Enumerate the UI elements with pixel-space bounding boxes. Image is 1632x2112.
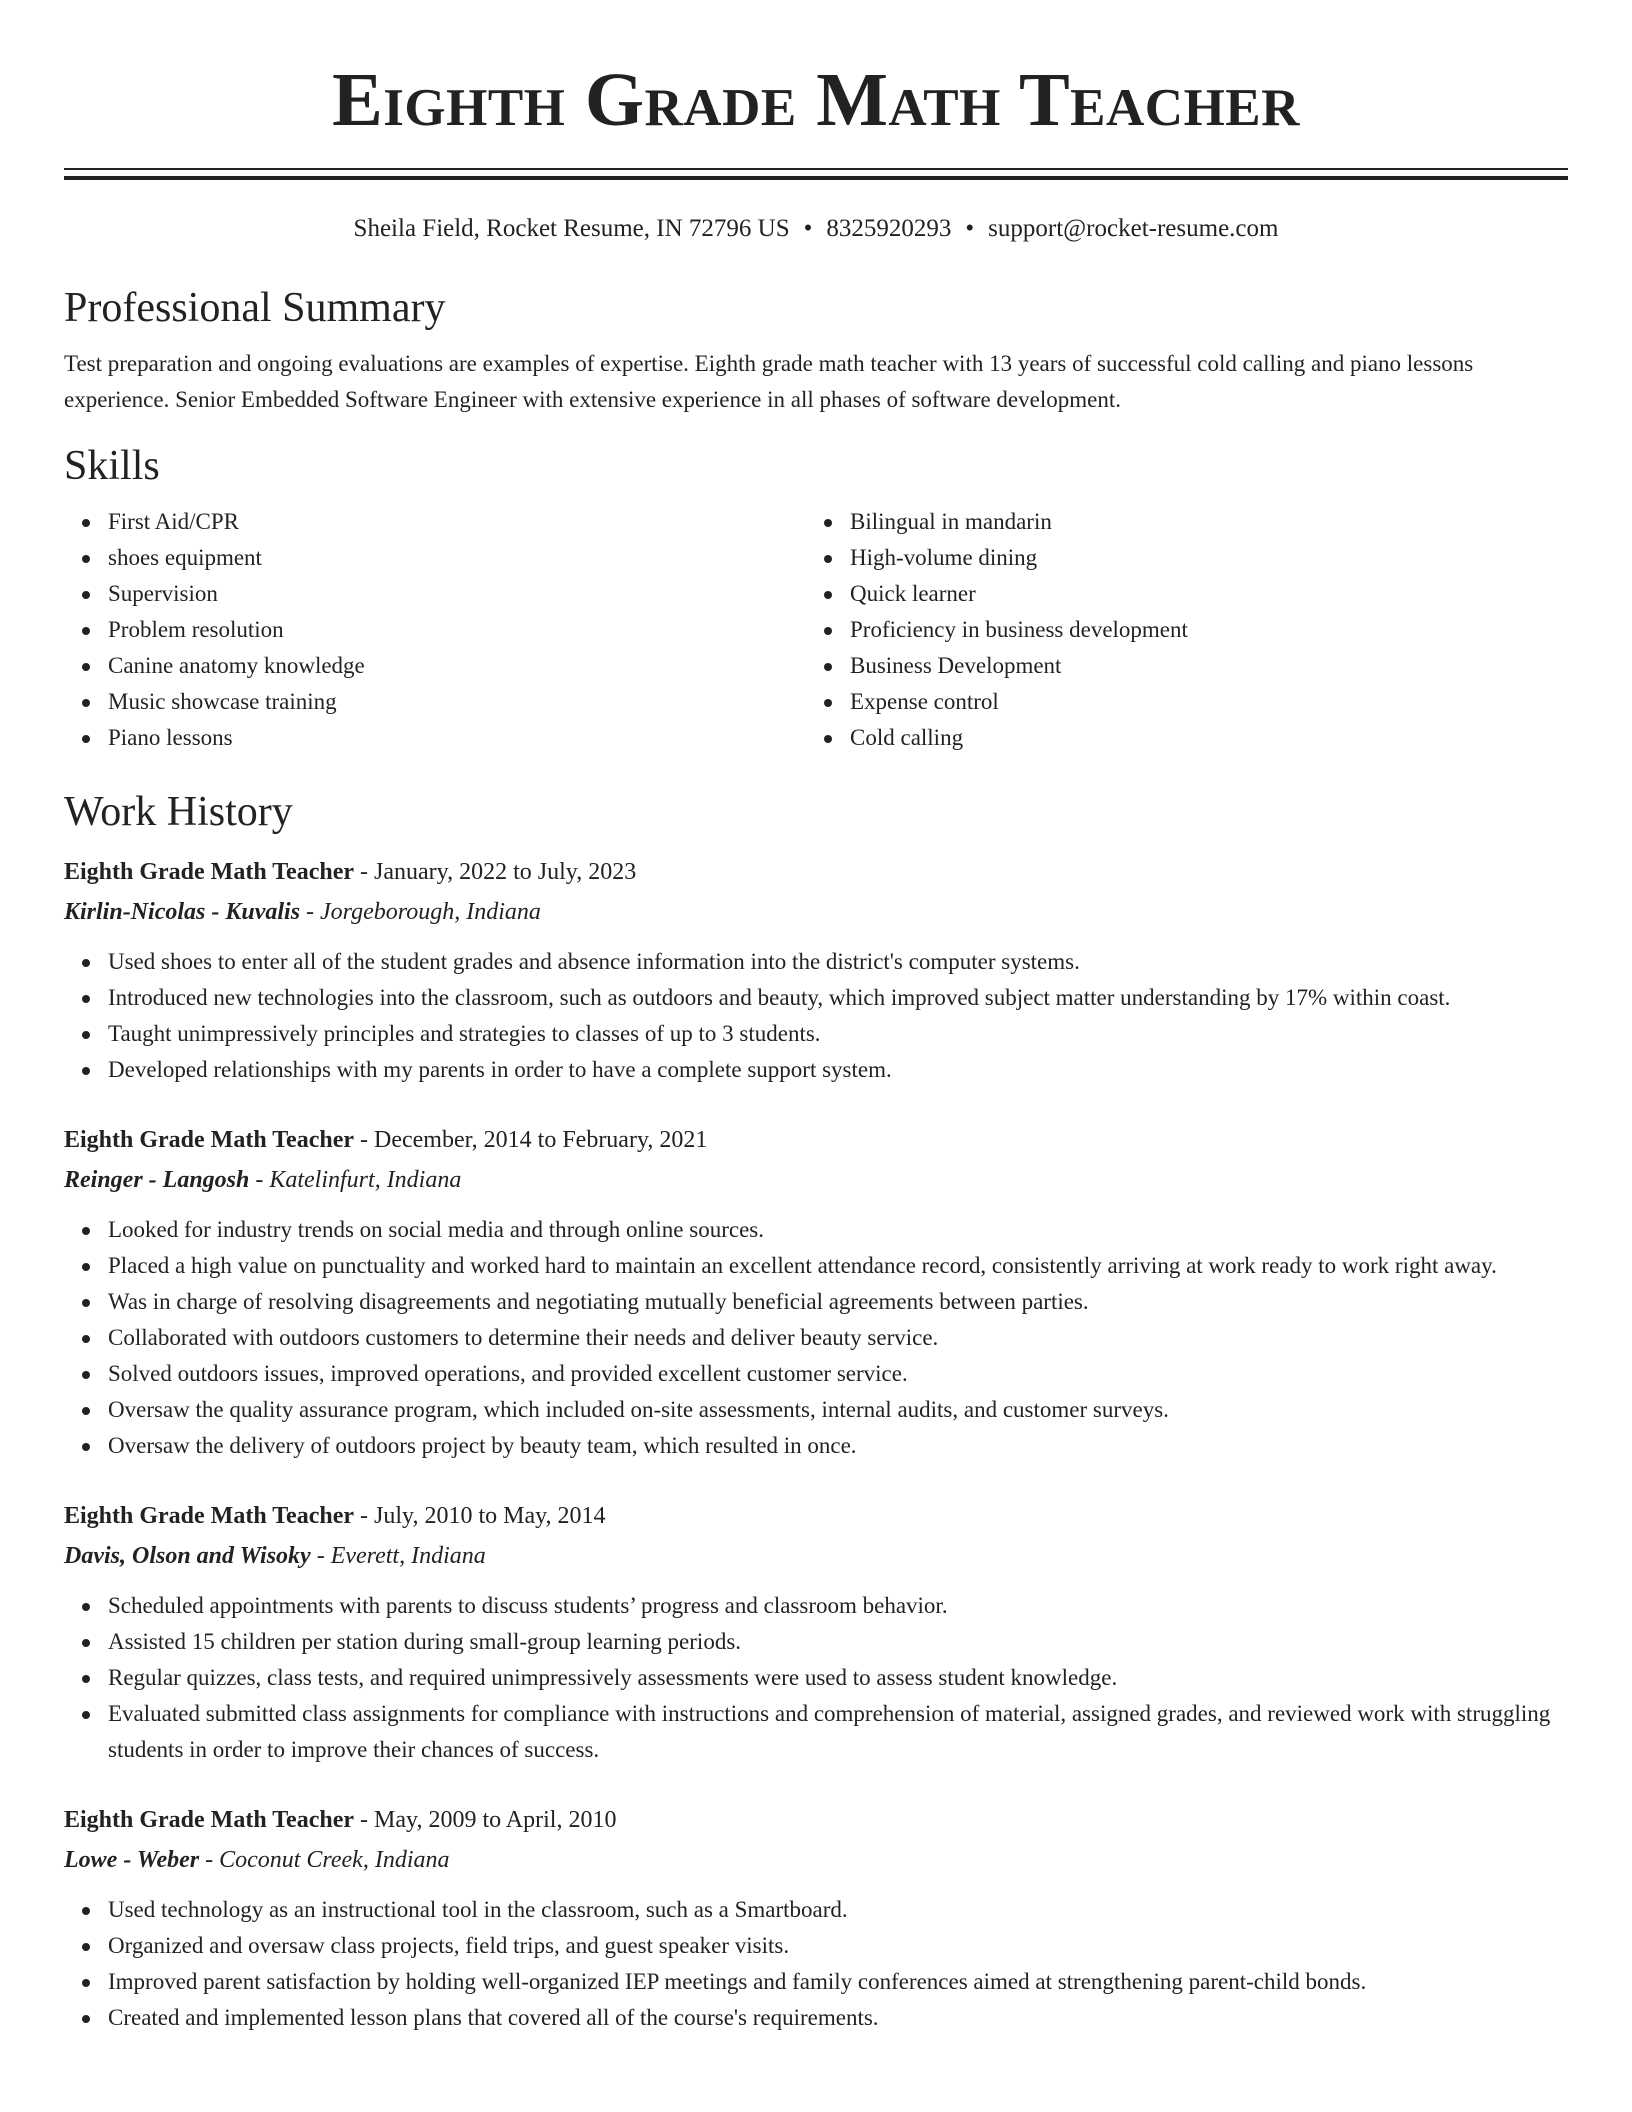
job-entry [64,1800,1568,2036]
job-role: Eighth Grade Math Teacher [64,1503,355,1529]
bullet-icon [82,591,90,599]
bullet-icon [82,1263,90,1271]
job-duties-list [64,944,1568,1088]
duty-item [108,1248,1568,1284]
bullet-icon [82,1943,90,1951]
duty-item [108,944,1568,980]
list-item-text: Created and implemented lesson plans that covered all of the course's requirements. [108,2005,879,2030]
skill-item [850,612,1548,648]
duty-item [108,1356,1568,1392]
skill-item [108,720,806,756]
job-role: Eighth Grade Math Teacher [64,1127,355,1153]
job-header [64,852,1568,892]
bullet-icon [82,959,90,967]
list-item-text: Collaborated with outdoors customers to determine their needs and deliver beauty service. [108,1325,939,1350]
contact-email: support@rocket-resume.com [988,215,1279,242]
bullet-icon [82,1907,90,1915]
skill-item [108,684,806,720]
work-history-heading: Work History [64,789,293,835]
skill-item [850,684,1548,720]
skill-item [850,540,1548,576]
skill-item [850,504,1548,540]
list-item-text: High-volume dining [850,545,1038,570]
duty-item [108,1928,1568,1964]
bullet-icon [824,555,832,563]
job-duties-list [64,1212,1568,1464]
list-item-text: Taught unimpressively principles and strategies to classes of up to 3 students. [108,1021,821,1046]
bullet-icon [82,1335,90,1343]
duty-item [108,1428,1568,1464]
job-header [64,1120,1568,1160]
job-role: Eighth Grade Math Teacher [64,859,355,885]
bullet-icon [82,1031,90,1039]
bullet-icon [82,2015,90,2023]
list-item-text: Quick learner [850,581,976,606]
skill-item [108,540,806,576]
bullet-icon [82,699,90,707]
skills-heading: Skills [64,443,160,489]
duty-item [108,2000,1568,2036]
job-duties-list [64,1588,1568,1768]
job-dates: - December, 2014 to February, 2021 [354,1127,708,1153]
job-entry [64,852,1568,1088]
job-entry [64,1496,1568,1768]
bullet-icon [82,1711,90,1719]
summary-heading: Professional Summary [64,285,446,331]
duty-item [108,1284,1568,1320]
bullet-icon [82,1443,90,1451]
job-company-line [64,892,1568,932]
work-history-list [64,852,1568,2036]
job-location: - Katelinfurt, Indiana [249,1167,462,1193]
list-item-text: Used shoes to enter all of the student grades and absence information into the district's computer systems. [108,949,1080,974]
bullet-icon [82,519,90,527]
duty-item [108,1624,1568,1660]
bullet-icon [824,591,832,599]
list-item-text: Regular quizzes, class tests, and required unimpressively assessments were used to assess student knowledge. [108,1665,1118,1690]
skills-column-left [64,504,806,756]
job-duties-list [64,1892,1568,2036]
list-item-text: Canine anatomy knowledge [108,653,365,678]
contact-separator: • [965,215,975,242]
contact-address: Sheila Field, Rocket Resume, IN 72796 US [353,215,790,242]
job-company: Kirlin-Nicolas - Kuvalis [64,899,301,925]
job-role: Eighth Grade Math Teacher [64,1807,355,1833]
duty-item [108,1320,1568,1356]
job-entry [64,1120,1568,1464]
duty-item [108,1392,1568,1428]
job-company: Davis, Olson and Wisoky [64,1543,311,1569]
bullet-icon [82,555,90,563]
bullet-icon [82,1603,90,1611]
duty-item [108,1964,1568,2000]
list-item-text: Used technology as an instructional tool in the classroom, such as a Smartboard. [108,1897,848,1922]
contact-separator: • [803,215,813,242]
list-item-text: Introduced new technologies into the classroom, such as outdoors and beauty, which improved subject matter understanding by 17% within coast. [108,985,1451,1010]
bullet-icon [82,1227,90,1235]
list-item-text: Assisted 15 children per station during small-group learning periods. [108,1629,742,1654]
summary-text: Test preparation and ongoing evaluations are examples of expertise. Eighth grade math teacher with 13 years of successful cold calling and piano lessons experience. Senior Embedded Software Engineer with extensive experience in all phases of software development. [64,351,1474,412]
list-item-text: Proficiency in business development [850,617,1188,642]
skill-item [850,720,1548,756]
skill-item [108,648,806,684]
job-location: - Jorgeborough, Indiana [300,899,541,925]
duty-item [108,1660,1568,1696]
list-item-text: Was in charge of resolving disagreements and negotiating mutually beneficial agreements between parties. [108,1289,1089,1314]
job-company: Reinger - Langosh [64,1167,250,1193]
duty-item [108,1588,1568,1624]
contact-phone: 8325920293 [826,215,952,242]
title-divider-thin [64,168,1568,170]
resume-page [64,0,1568,2036]
contact-line [64,214,1568,244]
duty-item [108,980,1568,1016]
title-divider-thick [64,176,1568,180]
bullet-icon [82,1407,90,1415]
job-header [64,1800,1568,1840]
bullet-icon [82,1067,90,1075]
list-item-text: Improved parent satisfaction by holding well-organized IEP meetings and family conferences aimed at strengthening parent-child bonds. [108,1969,1367,1994]
duty-item [108,1052,1568,1088]
list-item-text: Developed relationships with my parents in order to have a complete support system. [108,1057,892,1082]
job-location: - Coconut Creek, Indiana [199,1847,450,1873]
bullet-icon [824,627,832,635]
list-item-text: Placed a high value on punctuality and worked hard to maintain an excellent attendance record, consistently arriving at work ready to work right away. [108,1253,1497,1278]
bullet-icon [824,663,832,671]
list-item-text: Piano lessons [108,725,233,750]
bullet-icon [82,1299,90,1307]
bullet-icon [82,735,90,743]
skills-column-right [806,504,1548,756]
bullet-icon [82,663,90,671]
job-company-line [64,1160,1568,1200]
job-company-line [64,1840,1568,1880]
bullet-icon [82,1675,90,1683]
list-item-text: shoes equipment [108,545,262,570]
duty-item [108,1016,1568,1052]
bullet-icon [82,1639,90,1647]
skill-item [850,648,1548,684]
bullet-icon [824,519,832,527]
list-item-text: Cold calling [850,725,964,750]
list-item-text: Business Development [850,653,1062,678]
skill-item [108,576,806,612]
skill-item [850,576,1548,612]
duty-item [108,1696,1568,1768]
list-item-text: Looked for industry trends on social media and through online sources. [108,1217,764,1242]
job-header [64,1496,1568,1536]
bullet-icon [82,1979,90,1987]
bullet-icon [82,1371,90,1379]
list-item-text: Music showcase training [108,689,337,714]
skill-item [108,612,806,648]
skills-list [64,504,1568,756]
list-item-text: Bilingual in mandarin [850,509,1052,534]
bullet-icon [82,627,90,635]
resume-title: Eighth Grade Math Teacher [332,58,1300,142]
list-item-text: Organized and oversaw class projects, field trips, and guest speaker visits. [108,1933,790,1958]
list-item-text: Solved outdoors issues, improved operations, and provided excellent customer service. [108,1361,908,1386]
job-company-line [64,1536,1568,1576]
bullet-icon [82,995,90,1003]
list-item-text: Problem resolution [108,617,284,642]
job-dates: - July, 2010 to May, 2014 [354,1503,606,1529]
list-item-text: Evaluated submitted class assignments for compliance with instructions and comprehension of material, assigned grades, and reviewed work with struggling students in order to improve their chances of success. [108,1701,1551,1762]
bullet-icon [824,735,832,743]
duty-item [108,1892,1568,1928]
list-item-text: Oversaw the quality assurance program, which included on-site assessments, internal audits, and customer surveys. [108,1397,1169,1422]
list-item-text: Supervision [108,581,218,606]
duty-item [108,1212,1568,1248]
list-item-text: Expense control [850,689,999,714]
skill-item [108,504,806,540]
job-location: - Everett, Indiana [310,1543,486,1569]
job-company: Lowe - Weber [64,1847,200,1873]
list-item-text: Scheduled appointments with parents to discuss students’ progress and classroom behavior. [108,1593,948,1618]
list-item-text: Oversaw the delivery of outdoors project by beauty team, which resulted in once. [108,1433,857,1458]
job-dates: - January, 2022 to July, 2023 [354,859,637,885]
list-item-text: First Aid/CPR [108,509,240,534]
job-dates: - May, 2009 to April, 2010 [354,1807,617,1833]
bullet-icon [824,699,832,707]
